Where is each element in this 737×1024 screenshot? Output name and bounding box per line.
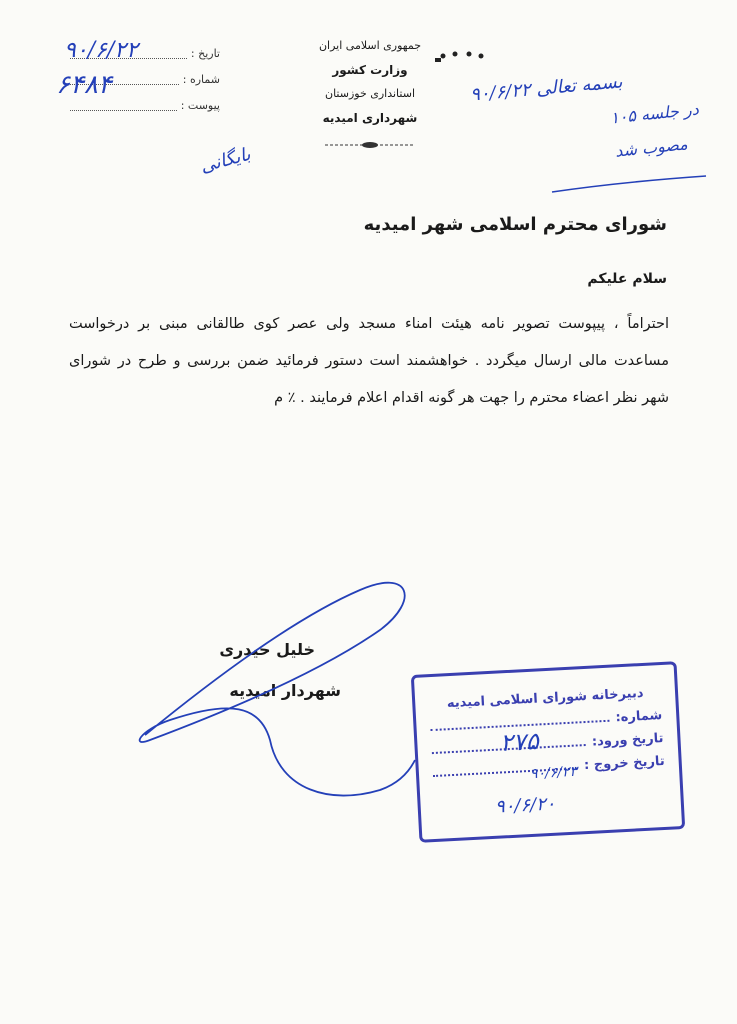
secretariat-stamp (411, 661, 685, 843)
stamp-number-handwritten: ۲۷۵ (499, 727, 540, 757)
letterhead-country: جمهوری اسلامی ایران (318, 39, 422, 52)
letterhead-ministry: وزارت کشور (332, 63, 408, 77)
stamp-number-row (416, 708, 662, 736)
stamp-title: دبیرخانه شورای اسلامی امیدیه (446, 685, 644, 712)
handwritten-date: ۹۰/۶/۲۲ (64, 38, 138, 63)
handwritten-side-note-2: مصوب شد (614, 134, 689, 161)
recipient-heading: شورای محترم اسلامی شهر امیدیه (363, 214, 667, 235)
signer-name: خلیل حیدری (219, 640, 315, 659)
stamp-entry-handwritten: ۹۰/۶/۲۳ (529, 763, 578, 783)
letter-body: احتراماً ، پیپوست تصویر نامه هیئت امناء مسجد ولی عصر کوی طالقانی مبنی بر درخواست مساعدت مالی ارسال میگردد . خواهشمند است دستور فرمائید ضمن بررسی و طرح در شورای شهر نظر اعضاء محترم را جهت هر گونه اقدام اعلام فرمایند . ٪ م (69, 316, 669, 406)
handwritten-number: ۶۴۸۴ (56, 70, 112, 100)
stamp-exit-handwritten: ۹۰/۶/۲۰ (494, 793, 556, 818)
handwritten-archive-note: بایگانی (198, 143, 253, 178)
stamp-exit-label: تاریخ خروج : (583, 753, 666, 774)
handwritten-top-note: بسمه تعالی ۹۰/۶/۲۲ (469, 71, 624, 106)
stamp-number-label: شماره: (615, 707, 663, 726)
letterhead-province: استانداری خوزستان (324, 87, 415, 100)
letterhead-municipality: شهرداری امیدیه (322, 111, 418, 125)
stamp-entry-row (417, 731, 663, 759)
date-label: تاریخ : (190, 46, 220, 60)
signer-title: شهردار امیدیه (229, 681, 341, 700)
greeting: سلام علیکم (587, 271, 667, 287)
stamp-entry-label: تاریخ ورود: (591, 730, 664, 750)
attachment-label: پیوست : (180, 98, 220, 112)
handwritten-side-note-1: در جلسه ۱۰۵ (609, 99, 700, 128)
number-label: شماره : (182, 72, 220, 86)
